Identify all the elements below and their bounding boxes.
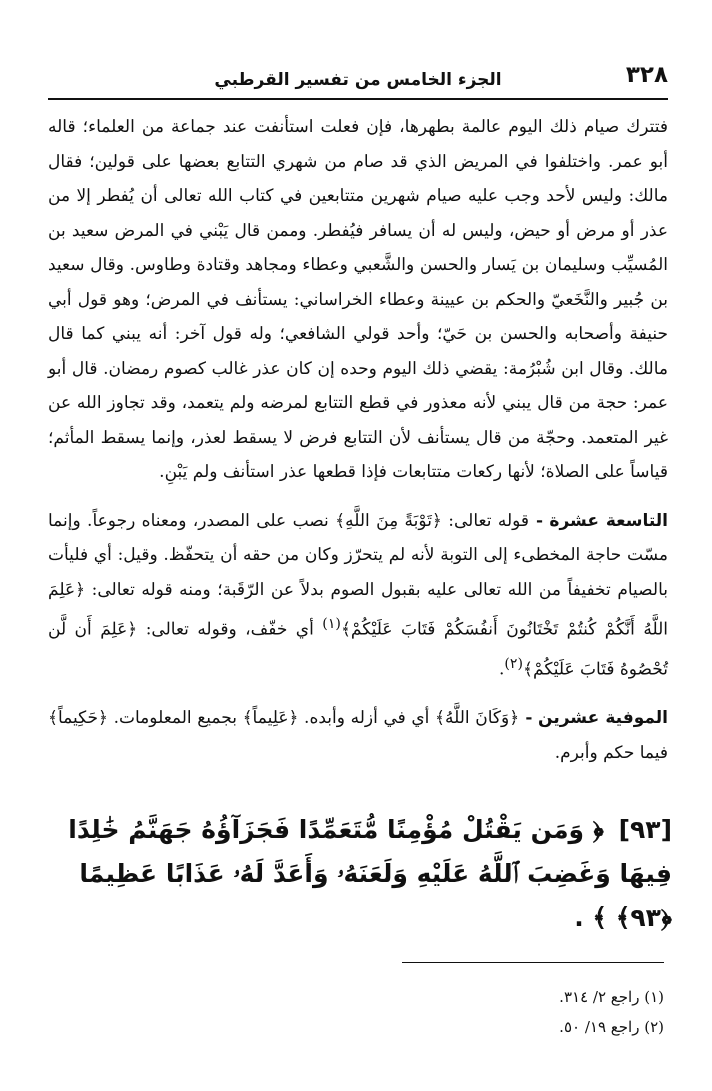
- verse-text: ﴿ وَمَن يَقْتُلْ مُؤْمِنًا مُّتَعَمِّدًا فَجَزَآؤُهُ جَهَنَّمُ خَٰلِدًا فِيهَا وَغَضِبَ ٱللَّهُ عَلَيْهِ وَلَعَنَهُۥ وَأَعَدَّ لَهُۥ عَذَابًا عَظِيمًا ﴿٩٣﴾ ﴾ .: [68, 815, 672, 932]
- paragraph-fasting-interruption: فتترك صيام ذلك اليوم عالمة بطهرها، فإن فعلت استأنفت عند جماعة من العلماء؛ قاله أبو عمر. واختلفوا في المريض الذي قد صام من شهري التتابع بعضها على قولين؛ فقال مالك: وليس لأحد وجب عليه صيام شهرين متتابعين في كتاب الله تعالى أن يُفطر إلا من عذر أو مرض أو حيض، وليس له أن يسافر فيُفطر. وممن قال يَبْني في المرض سعيد بن المُسيِّب وسليمان بن يَسار والحسن والشَّعبي وعطاء ومجاهد وقتادة وطاوس. وقال سعيد بن جُبير والنَّخَعيّ والحكم بن عيينة وعطاء الخراساني: يستأنف في المرض؛ وهو قول أبي حنيفة وأصحابه والحسن بن حَيّ؛ وأحد قولي الشافعي؛ وله قول آخر: أنه يبني كما قال مالك. وقال ابن شُبْرُمة: يقضي ذلك اليوم وحده إن كان عذر غالب كصوم رمضان. قال أبو عمر: حجة من قال يبني لأنه معذور في قطع التتابع لمرضه ولم يتعمد، وقد تجاوز الله عن غير المتعمد. وحجّة من قال يستأنف لأن التتابع فرض لا يسقط لعذر، وإنما يسقط المأثم؛ قياساً على الصلاة؛ لأنها ركعات متتابعات فإذا قطعها عذر استأنف ولم يَبْنِ.: [48, 117, 668, 482]
- section-twentieth: [48, 701, 668, 770]
- section-nineteenth: [48, 504, 668, 688]
- section-text-part-3: .: [498, 659, 505, 680]
- section-dash: -: [519, 708, 533, 729]
- section-label-nineteenth: التاسعة عشرة: [549, 510, 668, 531]
- page-number: ٣٢٨: [625, 62, 668, 88]
- quran-verse-block: [44, 808, 672, 940]
- commentary-body: [48, 110, 668, 770]
- section-text-twentieth: ﴿وَكَانَ اللَّهُ﴾ أي في أزله وأبده. ﴿عَلِيماً﴾ بجميع المعلومات. ﴿حَكِيماً﴾ فيما حكم وأبرم.: [48, 708, 668, 763]
- section-text-part-2: أي خفّف، وقوله تعالى: ﴿عَلِمَ أَن لَّن تُحْصُوهُ فَتَابَ عَلَيْكُمْ﴾: [48, 619, 668, 680]
- footnote-ref-1[interactable]: (١): [322, 616, 341, 632]
- section-text-part-1: قوله تعالى: ﴿تَوْبَةً مِنَ اللَّهِ﴾ نصب على المصدر، ومعناه رجوعاً. وإنما مسّت حاجة المخطىء إلى التوبة لأنه لم يتحرّز وكان من حقه أن يتحفّظ. وقيل: أي فليأت بالصيام تخفيفاً من الله تعالى عليه بقبول الصوم بدلاً عن الرّقَبة؛ ومنه قوله تعالى: ﴿عَلِمَ اللَّهُ أَنَّكُمْ كُنتُمْ تَخْتَانُونَ أَنفُسَكُمْ فَتَابَ عَلَيْكُمْ﴾: [48, 510, 668, 640]
- verse-number: [٩٣]: [618, 815, 672, 844]
- footnote-ref-2[interactable]: (٢): [504, 656, 524, 673]
- page-header: [48, 58, 668, 100]
- footnote-1: (١) راجع ٢/ ٣١٤.: [559, 988, 664, 1006]
- footnotes: [264, 982, 664, 1042]
- footnote-divider: [402, 962, 664, 963]
- footnote-2: (٢) راجع ١٩/ ٥٠.: [559, 1018, 664, 1036]
- section-dash: -: [529, 510, 544, 531]
- section-label-twentieth: الموفية عشرين: [538, 708, 669, 729]
- running-title: الجزء الخامس من تفسير القرطبي: [214, 70, 502, 90]
